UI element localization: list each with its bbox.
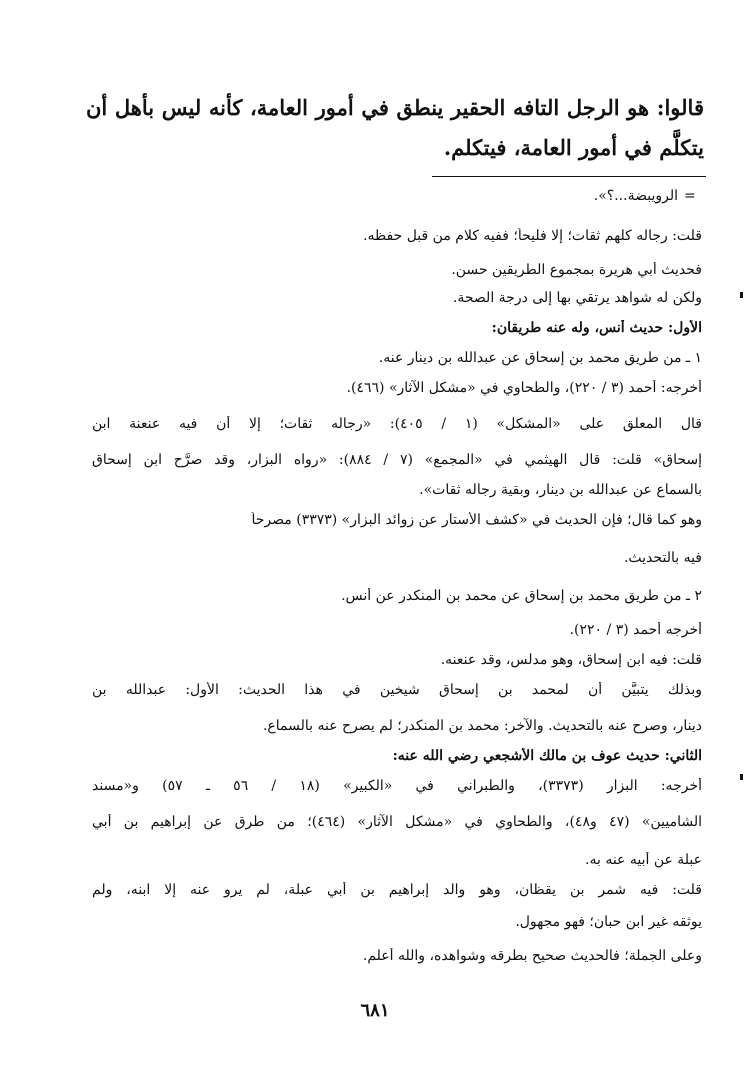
footnote-line: أخرجه: البزار (٣٣٧٣)، والطبراني في «الكبير» (١٨ / ٥٦ ـ ٥٧) و«مسند <box>92 778 702 794</box>
footnote-line: قال المعلق على «المشكل» (١ / ٤٠٥): «رجاله ثقات؛ إلا أن فيه عنعنة ابن <box>92 416 702 432</box>
footnote-line: وعلى الجملة؛ فالحديث صحيح بطرقه وشواهده، والله أعلم. <box>362 948 702 964</box>
footnote-line: وبذلك يتبيَّن أن لمحمد بن إسحاق شيخين في هذا الحديث: الأول: عبدالله بن <box>92 682 702 698</box>
footnote-line: إسحاق» قلت: قال الهيثمي في «المجمع» (٧ / ٨٨٤): «رواه البزار، وقد صرَّح ابن إسحاق <box>92 452 702 468</box>
footnote-line: فيه بالتحديث. <box>623 550 702 566</box>
margin-mark <box>740 292 743 298</box>
footnote-line: ١ ـ من طريق محمد بن إسحاق عن عبدالله بن دينار عنه. <box>378 350 702 366</box>
footnote-line: عبلة عن أبيه عنه به. <box>585 852 702 868</box>
footnote-line: أخرجه أحمد (٣ / ٢٢٠). <box>569 622 702 638</box>
footnote-separator <box>432 176 706 177</box>
footnote-line: أخرجه: أحمد (٣ / ٢٢٠)، والطحاوي في «مشكل الآثار» (٤٦٦). <box>346 380 702 396</box>
footnote-line: قلت: رجاله كلهم ثقات؛ إلا فليحاً؛ ففيه كلام من قبل حفظه. <box>363 228 702 244</box>
margin-mark <box>740 774 743 780</box>
footnote-line: فحديث أبي هريرة بمجموع الطريقين حسن. <box>451 262 702 278</box>
footnote-line: ولكن له شواهد يرتقي بها إلى درجة الصحة. <box>452 290 702 306</box>
footnote-line: قلت: فيه ابن إسحاق، وهو مدلس، وقد عنعنه. <box>440 652 702 668</box>
main-text: قالوا: هو الرجل التافه الحقير ينطق في أمور العامة، كأنه ليس بأهل أن يتكلَّم في أمور العامة، فيتكلم. <box>86 95 704 160</box>
footnote-line: قلت: فيه شمر بن يقظان، وهو والد إبراهيم بن أبي عبلة، لم يرو عنه إلا ابنه، ولم <box>92 882 702 898</box>
footnote-line: الثاني: حديث عوف بن مالك الأشجعي رضي الله عنه: <box>392 748 702 764</box>
footnote-line: الشاميين» (٤٧ و٤٨)، والطحاوي في «مشكل الآثار» (٤٦٤)؛ من طرق عن إبراهيم بن أبي <box>92 814 702 830</box>
footnote-line: دينار، وصرح عنه بالتحديث. والآخر: محمد بن المنكدر؛ لم يصرح عنه بالسماع. <box>262 718 702 734</box>
footnote-continuation-marker: = <box>684 188 696 204</box>
footnote-line: الرويبضة...؟». <box>593 188 678 204</box>
page-number: ٦٨١ <box>360 1000 390 1021</box>
footnote-line: ٢ ـ من طريق محمد بن إسحاق عن محمد بن المنكدر عن أنس. <box>341 588 702 604</box>
footnote-line: الأول: حديث أنس، وله عنه طريقان: <box>491 320 702 336</box>
footnote-line: يوثقه غير ابن حبان؛ فهو مجهول. <box>515 914 702 930</box>
footnote-line: وهو كما قال؛ فإن الحديث في «كشف الأستار عن زوائد البزار» (٣٣٧٣) مصرحاً <box>251 512 702 528</box>
footnote-line: بالسماع عن عبدالله بن دينار، وبقية رجاله ثقات». <box>419 482 702 498</box>
